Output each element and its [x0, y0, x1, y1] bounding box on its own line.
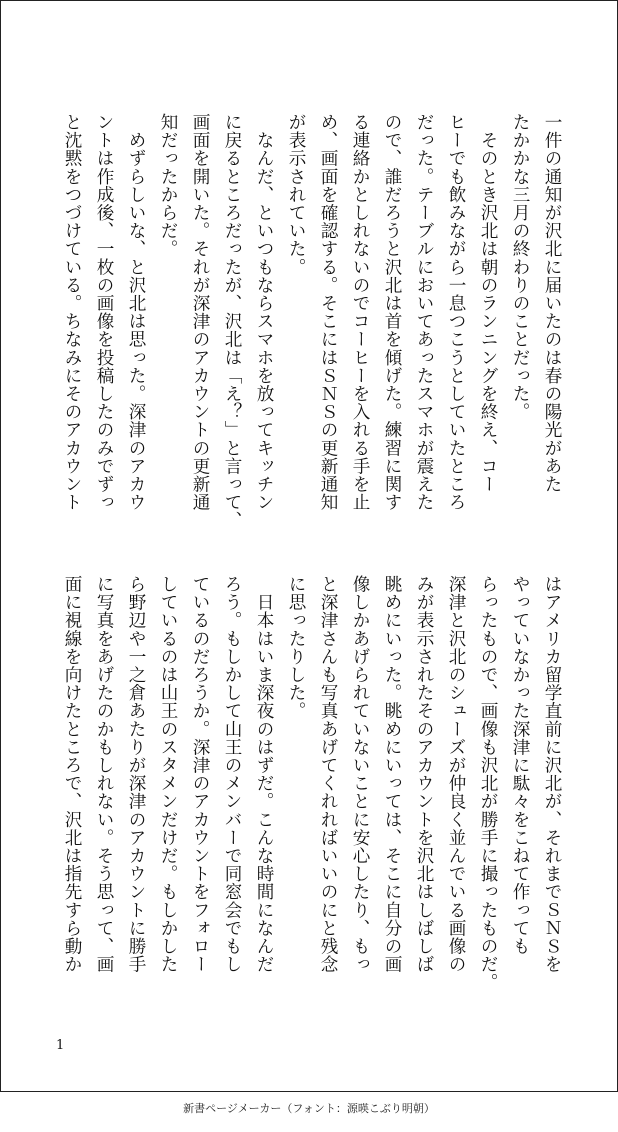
text-column: が表示されていた。 — [286, 113, 306, 276]
text-column: 面に視線を向けたところで、沢北は指先すら動か — [62, 575, 82, 974]
text-column: めずらしいな、と沢北は思った。深津のアカウ — [126, 113, 146, 512]
text-column: みが表示されたそのアカウントを沢北はしばしば — [414, 575, 434, 974]
text-column: 知だったからだ。 — [158, 113, 178, 258]
text-column: やっていなかった深津に駄々をこねて作っても — [510, 575, 530, 956]
text-block-bottom — [57, 575, 567, 991]
text-column: 一件の通知が沢北に届いたのは春の陽光があた — [542, 113, 562, 494]
text-column: 眺めにいった。眺めにいっては、そこに自分の画 — [382, 575, 402, 974]
text-column: に戻るところだったが、沢北は「え？」と言って、 — [222, 113, 242, 530]
text-column: しているのは山王のスタメンだけだ。もしかした — [158, 575, 178, 974]
text-column: ので、誰だろうと沢北は首を傾げた。練習に関す — [382, 113, 402, 512]
text-column: はアメリカ留学直前に沢北が、それまでＳＮＳを — [542, 575, 562, 974]
text-column: め、画面を確認する。そこにはＳＮＳの更新通知 — [318, 113, 338, 512]
text-column: 深津と沢北のシューズが仲良く並んでいる画像の — [446, 575, 466, 974]
text-column: だった。テーブルにおいてあったスマホが震えた — [414, 113, 434, 512]
text-column: ヒーでも飲みながら一息つこうとしていたところ — [446, 113, 466, 512]
text-column: ら野辺や一之倉あたりが深津のアカウントに勝手 — [126, 575, 146, 974]
text-column: に思ったりした。 — [286, 575, 306, 720]
text-column: らったもので、画像も沢北が勝手に撮ったものだ。 — [478, 575, 498, 992]
text-column: ろう。もしかして山王のメンバーで同窓会でもし — [222, 575, 242, 974]
text-column: 日本はいま深夜のはずだ。こんな時間になんだ — [254, 575, 274, 974]
text-column: 画面を開いた。それが深津のアカウントの更新通 — [190, 113, 210, 512]
text-column: ているのだろうか。深津のアカウントをフォロー — [190, 575, 210, 974]
footer-credit: 新書ページメーカー（フォント：源暎こぶり明朝） — [183, 1102, 435, 1115]
text-column: と深津さんも写真あげてくれればいいのにと残念 — [318, 575, 338, 974]
text-column: ントは作成後、一枚の画像を投稿したのみでずっ — [94, 113, 114, 512]
text-column: に写真をあげたのかもしれない。そう思って、画 — [94, 575, 114, 974]
text-column: 像しかあげられていないことに安心したり、もっ — [350, 575, 370, 974]
text-column: たかかな三月の終わりのことだった。 — [510, 113, 530, 421]
page-number: 1 — [56, 1038, 65, 1053]
text-column: そのとき沢北は朝のランニングを終え、コー — [478, 113, 498, 494]
text-column: なんだ、といつもならスマホを放ってキッチン — [254, 113, 274, 512]
text-column: と沈黙をつづけている。ちなみにそのアカウント — [62, 113, 82, 512]
text-block-top — [57, 113, 567, 529]
text-column: る連絡かとしれないのでコーヒーを入れる手を止 — [350, 113, 370, 512]
